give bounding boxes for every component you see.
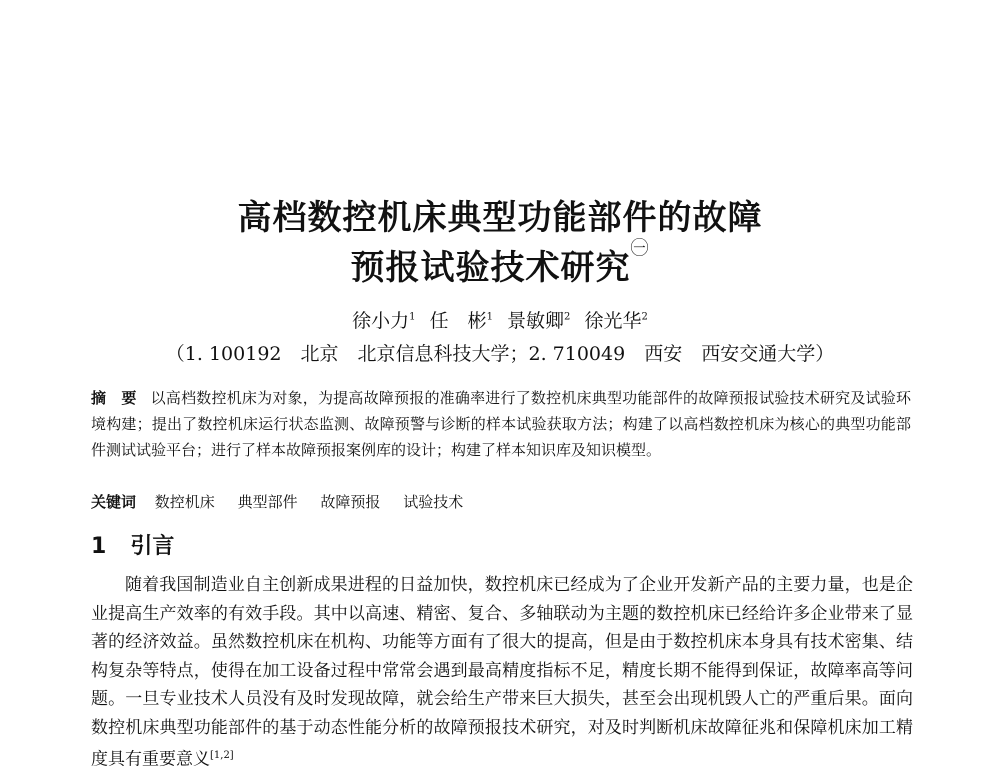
keyword: 数控机床: [154, 493, 215, 511]
author: 景敏卿$^2$: [507, 310, 571, 332]
author: 任 彬$^1$: [429, 310, 493, 332]
affiliation: （1. 100192 北京 北京信息科技大学；2. 710049 西安 西安交通大学）: [165, 343, 835, 365]
keyword: 故障预报: [320, 493, 381, 511]
author: 徐光华$^2$: [584, 310, 648, 332]
abstract: [91, 385, 911, 463]
abstract-text: 以高档数控机床为对象，为提高故障预报的准确率进行了数控机床典型功能部件的故障预报试验技术研究及试验环境构建；提出了数控机床运行状态监测、故障预警与诊断的样本试验获取方法；构建了以高档数控机床为核心的典型功能部件测试试验平台；进行了样本故障预报案例库的设计；构建了样本知识库及知识模型。: [91, 389, 911, 459]
section-number: 1: [91, 534, 107, 559]
section-title: 引言: [130, 534, 175, 559]
section-heading: [91, 529, 174, 560]
citation: [1,2]: [210, 750, 234, 761]
body-paragraph: [91, 571, 913, 774]
paragraph-text: 随着我国制造业自主创新成果进程的日益加快，数控机床已经成为了企业开发新产品的主要力量，也是企业提高生产效率的有效手段。其中以高速、精密、复合、多轴联动为主题的数控机床已经给许多企业带来了显著的经济效益。虽然数控机床在机构、功能等方面有了很大的提高，但是由于数控机床本身具有技术密集、结构复杂等特点，使得在加工设备过程中常常会遇到最高精度指标不足，精度长期不能得到保证，故障率高等问题。一旦专业技术人员没有及时发现故障，就会给生产带来巨大损失，甚至会出现机毁人亡的严重后果。面向数控机床典型功能部件的基于动态性能分析的故障预报技术研究，对及时判断机床故障征兆和保障机床加工精度具有重要意义: [91, 575, 913, 770]
abstract-label: 摘 要: [91, 389, 137, 407]
paper-title-text: 预报试验技术研究: [350, 248, 631, 288]
keywords-label: 关键词: [91, 493, 137, 511]
author-list: [0, 306, 1000, 333]
paper-title-line-1: 高档数控机床典型功能部件的故障: [237, 198, 763, 238]
keywords: [91, 491, 911, 512]
keyword: 典型部件: [237, 493, 298, 511]
footnote-mark: ㊀: [630, 238, 650, 259]
author: 徐小力$^1$: [352, 310, 416, 332]
keyword: 试验技术: [403, 493, 464, 511]
paper-title-line-2: [0, 240, 1000, 289]
